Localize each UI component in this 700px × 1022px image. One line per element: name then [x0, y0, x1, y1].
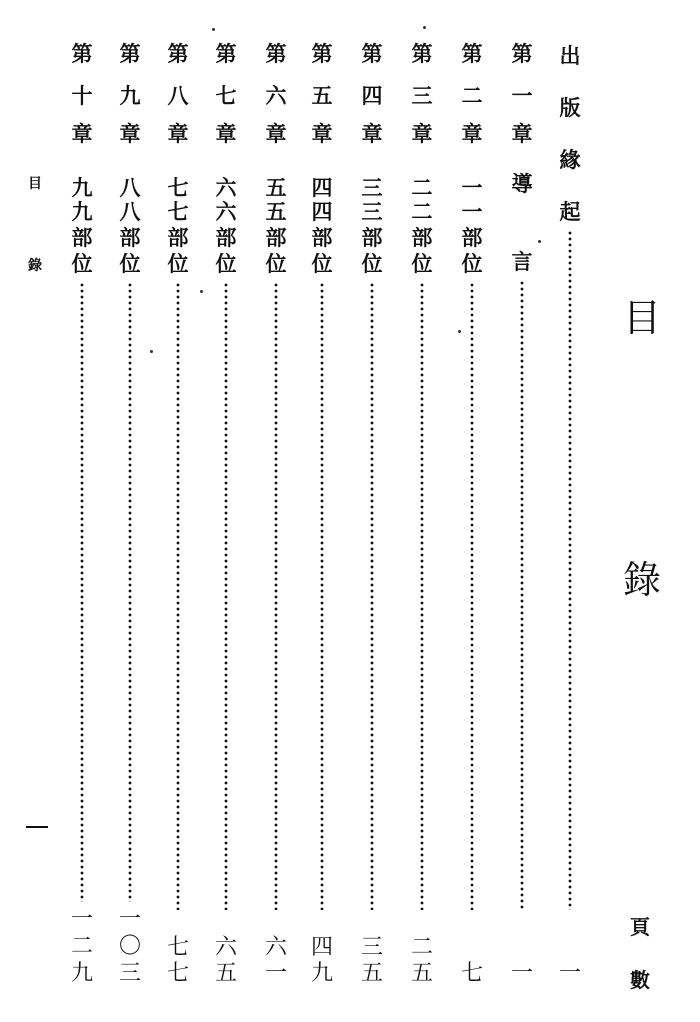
toc-title-char-2: 錄: [623, 558, 662, 602]
entry-page-number: 六: [214, 935, 237, 960]
entry-title-char: 三: [411, 83, 433, 108]
entry-page-number: 九: [310, 961, 333, 986]
entry-title-char: 第: [361, 41, 383, 66]
entry-title-char: 第: [461, 41, 483, 66]
entry-page-number: 一: [70, 907, 93, 932]
entry-title-char: 第: [167, 41, 189, 66]
entry-page-number: 一: [118, 907, 141, 932]
entry-title-char: 言: [511, 249, 533, 274]
entry-title-char: 一: [511, 83, 533, 108]
leader-dots: [420, 282, 424, 910]
leader-dots: [176, 282, 180, 910]
entry-title-char: 部: [167, 225, 189, 250]
entry-title-char: 二: [411, 199, 433, 224]
entry-title-char: 第: [511, 41, 533, 66]
leader-dots: [128, 282, 132, 902]
entry-title-char: 位: [167, 251, 189, 276]
entry-title-char: 位: [411, 251, 433, 276]
leader-dots: [470, 282, 474, 910]
entry-page-number: 九: [70, 961, 93, 986]
running-header-char-2: 錄: [28, 258, 42, 274]
entry-title-char: 位: [215, 251, 237, 276]
entry-title-char: 章: [119, 121, 141, 146]
entry-title-char: 五: [265, 199, 287, 224]
entry-title-char: 五: [311, 83, 333, 108]
entry-page-number: 七: [460, 961, 483, 986]
leader-dots: [520, 280, 524, 910]
entry-title-char: 導: [511, 171, 533, 196]
entry-title-char: 章: [265, 121, 287, 146]
entry-title-char: 十: [71, 83, 93, 108]
scan-speck: [212, 28, 215, 31]
entry-title-char: 位: [71, 251, 93, 276]
entry-page-number: 一: [510, 961, 533, 986]
entry-title-char: 章: [71, 121, 93, 146]
entry-page-number: 七: [166, 961, 189, 986]
entry-page-number: 七: [166, 935, 189, 960]
entry-page-number: 〇: [118, 934, 141, 959]
entry-title-char: 九: [71, 199, 93, 224]
entry-title-char: 四: [311, 175, 333, 200]
entry-title-char: 章: [215, 121, 237, 146]
page-column-label-char-1: 頁: [630, 915, 650, 939]
entry-title-char: 部: [71, 225, 93, 250]
entry-title-char: 部: [311, 225, 333, 250]
entry-title-char: 部: [265, 225, 287, 250]
entry-title-char: 章: [461, 121, 483, 146]
entry-page-number: 一: [558, 961, 581, 986]
scan-speck: [150, 350, 153, 353]
scan-speck: [538, 240, 541, 243]
entry-title-char: 出: [559, 43, 581, 68]
entry-title-char: 位: [119, 251, 141, 276]
entry-title-char: 七: [215, 83, 237, 108]
entry-page-number: 四: [310, 935, 333, 960]
entry-page-number: 二: [70, 934, 93, 959]
entry-page-number: 三: [118, 961, 141, 986]
entry-title-char: 部: [361, 225, 383, 250]
toc-title-char-1: 目: [623, 296, 662, 340]
entry-title-char: 三: [361, 199, 383, 224]
running-header-char-1: 目: [28, 176, 42, 192]
entry-title-char: 版: [559, 95, 581, 120]
entry-title-char: 部: [215, 225, 237, 250]
entry-title-char: 部: [411, 225, 433, 250]
folio-mark: [26, 826, 48, 828]
leader-dots: [568, 230, 572, 910]
leader-dots: [224, 282, 228, 910]
leader-dots: [274, 282, 278, 910]
entry-title-char: 四: [361, 83, 383, 108]
entry-title-char: 章: [167, 121, 189, 146]
entry-title-char: 六: [215, 175, 237, 200]
entry-title-char: 位: [461, 251, 483, 276]
entry-title-char: 六: [265, 83, 287, 108]
entry-title-char: 第: [215, 41, 237, 66]
entry-title-char: 部: [461, 225, 483, 250]
entry-title-char: 七: [167, 199, 189, 224]
entry-page-number: 六: [264, 935, 287, 960]
entry-title-char: 緣: [559, 147, 581, 172]
entry-title-char: 四: [311, 199, 333, 224]
entry-title-char: 八: [119, 199, 141, 224]
entry-title-char: 位: [311, 251, 333, 276]
entry-page-number: 二: [410, 935, 433, 960]
entry-title-char: 二: [411, 175, 433, 200]
leader-dots: [370, 282, 374, 910]
entry-title-char: 一: [461, 175, 483, 200]
entry-title-char: 第: [119, 41, 141, 66]
entry-title-char: 九: [119, 83, 141, 108]
scan-speck: [423, 26, 426, 29]
entry-title-char: 起: [559, 199, 581, 224]
entry-title-char: 五: [265, 175, 287, 200]
page-column-label-char-2: 數: [630, 968, 650, 992]
entry-title-char: 章: [311, 121, 333, 146]
entry-title-char: 九: [71, 175, 93, 200]
entry-title-char: 三: [361, 175, 383, 200]
entry-title-char: 二: [461, 83, 483, 108]
entry-title-char: 八: [119, 175, 141, 200]
leader-dots: [80, 282, 84, 902]
entry-page-number: 五: [410, 961, 433, 986]
entry-title-char: 章: [361, 121, 383, 146]
entry-title-char: 六: [215, 199, 237, 224]
leader-dots: [320, 282, 324, 910]
entry-page-number: 三: [360, 935, 383, 960]
entry-title-char: 一: [461, 199, 483, 224]
entry-title-char: 位: [361, 251, 383, 276]
entry-title-char: 章: [411, 121, 433, 146]
entry-title-char: 八: [167, 83, 189, 108]
entry-title-char: 第: [311, 41, 333, 66]
entry-page-number: 五: [360, 961, 383, 986]
entry-title-char: 七: [167, 175, 189, 200]
entry-page-number: 五: [214, 961, 237, 986]
entry-title-char: 部: [119, 225, 141, 250]
entry-title-char: 第: [265, 41, 287, 66]
scan-speck: [458, 330, 461, 333]
entry-title-char: 位: [265, 251, 287, 276]
entry-page-number: 一: [264, 961, 287, 986]
entry-title-char: 第: [411, 41, 433, 66]
scan-speck: [200, 290, 203, 293]
entry-title-char: 章: [511, 121, 533, 146]
entry-title-char: 第: [71, 41, 93, 66]
